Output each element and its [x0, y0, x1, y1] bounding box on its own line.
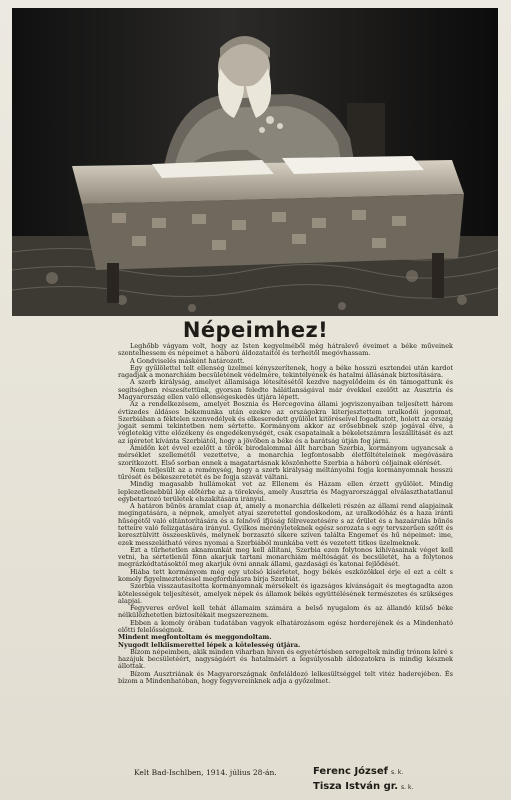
signature-suffix: s. k.	[401, 784, 414, 791]
paragraph: A határon bűnös áramlat csap át, amely a monarchia délkeleti részén az állami rend alapjainak megingatására, a népnek, amelyet atyai szeretettel gondoskodom, az uralkodóház és a haza iránti hűségétől való eltántorítására és a felnövő ifjúság félrevezetésére s az őrület és a hazaárulás bűnös tetteire való felizgatására irányul. Gyilkos merényleteknek egész sorozata s egy tervszerűen szőtt és keresztülvitt összeesküvés, melynek borzasztó sikere szíven találta Engemet és hű népeimet: ime, ezek messzelátható véres nyomai a Szerbiából munkába vett és vezetett titkos üzelmeknek.	[118, 502, 453, 547]
signature-name: Tisza István gr.	[313, 781, 399, 792]
paragraph: Bízom népeimben, akik minden viharban híven és egyetértésben seregeltek mindig trónom köré s hazájuk becsületéért, nagyságáért és hatalmáért a legsúlyosabb áldozatokra is mindig késznek állottak.	[118, 647, 454, 671]
paragraph: Szerbia visszautasította kormányomnak mérsékelt és igazságos kívánságait és megtagadta azon kötelességek teljesítését, amelyek népek és államok békés együttélésének természetes és szükséges alapjai.	[118, 582, 453, 605]
paragraph: Leghőbb vágyam volt, hogy az Isten kegyelméből még hátralevő éveimet a béke műveinek szentelhessem és népeimet a háború áldozataitól és terheitől megóvhassam.	[118, 342, 453, 358]
paragraph: Ezt a tűrhetetlen aknamunkát meg kell állítani, Szerbia ezen folytonos kihívásainak véget kell vetni, ha sértetlenül fönn akarjuk tartani monarchiám méltóságát és becsületét, ha a folytonos megrázkódtatásoktól meg akarjuk óvni annak állami, gazdasági és katonai fejlődését.	[118, 545, 453, 569]
paragraph: Fegyveres erővel kell tehát államaim számára a belső nyugalom és az állandó külső béke nélkülözhetetlen biztosítékait megszereznem.	[118, 604, 453, 620]
emperor-photo	[12, 8, 498, 316]
paragraph: Mindig magasabb hullámokat vet az Ellenem és Házam ellen érzett gyűlölet. Mindig leplezetlenebbül lép előtérbe az a törekvés, amely Ausztria és Magyarországgal elválaszthatatlanul egybetartozó területek elszakítására irányul.	[118, 480, 453, 503]
paragraph: Ebben a komoly órában tudatában vagyok elhatározásom egész horderejének és a Mindenható előtti felelősségnek.	[118, 618, 453, 634]
paragraph: A Gondviselés másként határozott.	[130, 356, 245, 365]
paragraph: Az a rendelkezésem, amelyet Bosznia és Hercegovina állami jogviszonyaiban teljesített három évtizedes áldásos békemunka után ezekre az országokra kiterjesztettem uralkodói jogomat, Szerbiában a féktelen szenvedélyek és elkeseredett gyűlölet kitöréseivel fogadtatott, holott az ország jogait semmi tekintetben nem sértette. Kormányom akkor az erősebbnek szép jogával élve, a végletekig vitte előzékeny és engedékenységét, csak csapatainak a békeletszámra leszállítását és azt az ígéretet kívánta Szerbiától, hogy a jövőben a béke és a barátság útján fog járni.	[118, 400, 453, 445]
paragraph: Egy gyűlölettel telt ellenség üzelmei kényszerítenek, hogy a béke hosszú esztendei után kardot ragadjak a monarchiám becsületének védelmére, tekintélyének és hatalmi állásának biztosítására.	[118, 363, 453, 380]
headline: Népeimhez!	[182, 318, 329, 342]
paragraph: Amidőn két évvel ezelőtt a török birodalommal állt harcban Szerbia, kormányom ugyancsak a mérséklet szellemétől vezettetve, a monarchia legfontosabb életföltételeinek megóvására szorítkozott. Első sorban ennek a magatartásnak köszönhette Szerbia a háború céljainak elérését.	[118, 443, 453, 467]
paragraph: Hiába tett kormányom még egy utolsó kísérletet, hogy békés eszközökkel érje el ezt a célt s komoly figyelmeztetéssel megfordulásra bírja Szerbiát.	[118, 567, 453, 583]
signature-name: Ferenc József	[313, 766, 388, 777]
proclamation-text	[118, 343, 453, 685]
paragraph: Bízom Ausztriának és Magyarországnak önfeláldozó lelkesültséggel telt vitéz haderejében. És bízom a Mindenhatóban, hogy fegyvereinknek adja a győzelmet.	[118, 669, 453, 685]
signature-emperor	[313, 766, 403, 777]
signature-prime-minister	[313, 781, 413, 792]
dateline: Kelt Bad-Ischlben, 1914. július 28-án.	[134, 768, 277, 777]
photo-illustration	[12, 8, 498, 316]
bold-paragraph: Nyugodt lelkiismerettel lépek a kötelesség útjára.	[118, 640, 301, 649]
paragraph: Nem teljesült az a reménység, hogy a szerb királyság méltányolni fogja kormányomnak hosszú tűrését és békeszeretetét és be fogja szavát váltani.	[118, 465, 453, 482]
paragraph: A szerb királyság, amelyet államisága létesítésétől kezdve nagyelődeim és én támogattunk és segítségben részesítettünk, gyorsan feledte hálátlanságával már évekkel ezelőtt az Ausztria és Magyarország ellen való ellenségeskedés útjára lépett.	[118, 378, 453, 401]
bold-paragraph: Mindent megfontoltam és meggondoltam.	[118, 633, 272, 642]
signature-suffix: s. k.	[390, 769, 404, 776]
